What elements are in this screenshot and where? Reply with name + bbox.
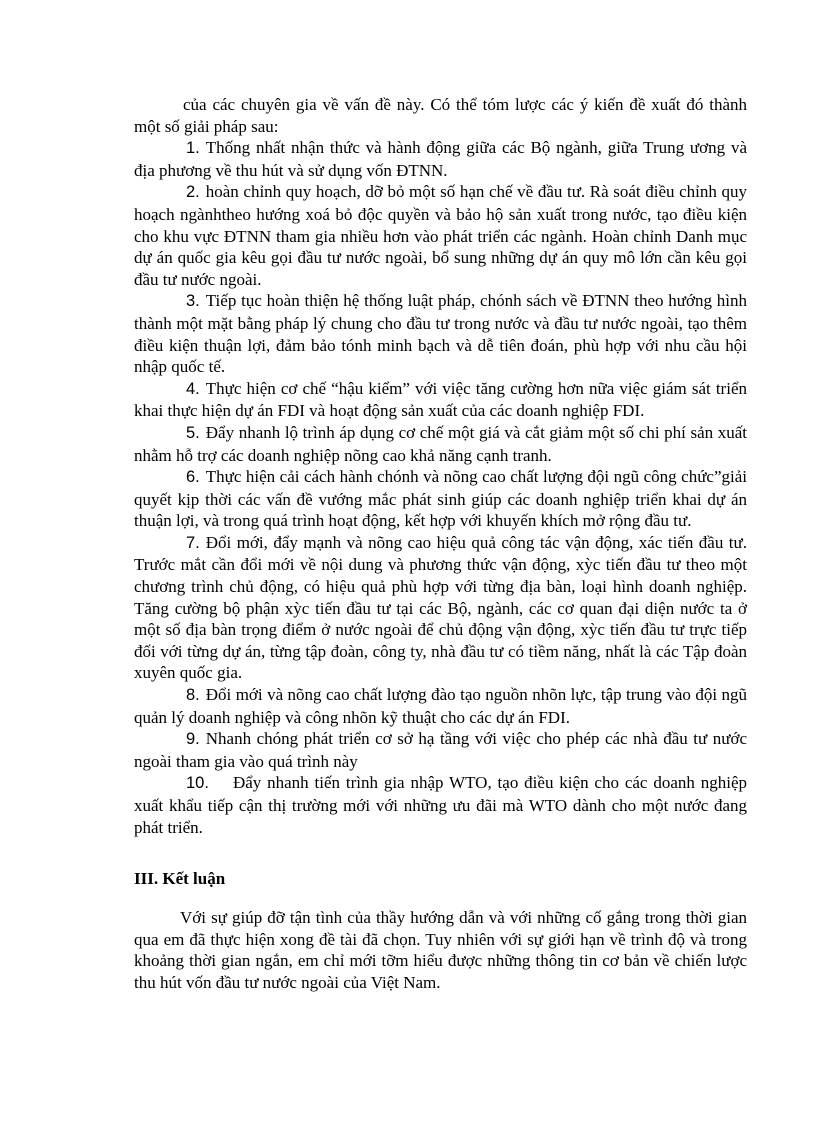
solution-list [134, 137, 747, 838]
conclusion-paragraph: Với sự giúp đỡ tận tình của thầy hướng dẫn và với những cố gắng trong thời gian qua em đã thực hiện xong đề tài đã chọn. Tuy nhiên với sự giới hạn về trình độ và trong khoảng thời gian ngắn, em chỉ mới tỡm hiểu được những thông tin cơ bản về chiến lược thu hút vốn đầu tư nước ngoài của Việt Nam. [134, 908, 747, 992]
item-number: 4. [186, 379, 200, 398]
list-item [134, 728, 747, 772]
list-item [134, 532, 747, 684]
item-text: Thực hiện cơ chế “hậu kiểm” với việc tăng cường hơn nữa việc giám sát triển khai thực hiện dự án FDI và hoạt động sản xuất của các doanh nghiệp FDI. [134, 378, 747, 421]
item-number: 5. [186, 423, 200, 442]
intro-paragraph: của các chuyên gia về vấn đề này. Có thể tóm lược các ý kiến đề xuất đó thành một số giải pháp sau: [134, 95, 747, 136]
conclusion-heading: III. Kết luận [134, 869, 226, 889]
list-item [134, 422, 747, 466]
item-text: Thống nhất nhận thức và hành động giữa các Bộ ngành, giữa Trung ương và địa phương về thu hút và sử dụng vốn ĐTNN. [134, 138, 747, 180]
list-item [134, 378, 747, 422]
list-item [134, 772, 747, 838]
list-item [134, 137, 747, 181]
item-number: 6. [186, 468, 200, 487]
item-text: Đổi mới và nõng cao chất lượng đào tạo nguồn nhõn lực, tập trung vào đội ngũ quản lý doanh nghiệp và công nhõn kỹ thuật cho các dự án FDI. [134, 685, 747, 727]
list-item [134, 684, 747, 728]
item-text: Thực hiện cải cách hành chónh và nõng cao chất lượng đội ngũ công chức”giải quyết kịp thời các vấn đề vướng mắc phát sinh giúp các doanh nghiệp triển khai dự án thuận lợi, và trong quá trình hoạt động, kết hợp với khuyến khích mở rộng đầu tư. [134, 467, 747, 531]
item-number: 7. [186, 533, 200, 552]
list-item [134, 181, 747, 290]
list-item [134, 290, 747, 377]
item-text: Đẩy nhanh lộ trình áp dụng cơ chế một giá và cắt giảm một số chi phí sản xuất nhằm hỗ trợ các doanh nghiệp nõng cao khả năng cạnh tranh. [134, 422, 747, 465]
item-number: 10. [186, 774, 209, 793]
item-number: 3. [186, 292, 200, 311]
item-number: 8. [186, 686, 200, 705]
list-item [134, 466, 747, 532]
item-number: 1. [186, 139, 200, 158]
item-text: Nhanh chóng phát triển cơ sở hạ tầng với việc cho phép các nhà đầu tư nước ngoài tham gia vào quá trình này [134, 729, 747, 771]
item-text: hoàn chỉnh quy hoạch, dỡ bỏ một số hạn chế về đầu tư. Rà soát điều chỉnh quy hoạch ngànhtheo hướng xoá bỏ độc quyền và bảo hộ sản xuất trong nước, tạo điều kiện cho khu vực ĐTNN tham gia nhiều hơn vào phát triển các ngành. Hoàn chỉnh Danh mục dự án quốc gia kêu gọi đầu tư nước ngoài, bổ sung những dự án quy mô lớn cần kêu gọi đầu tư nước ngoài. [134, 182, 747, 289]
item-text: Tiếp tục hoàn thiện hệ thống luật pháp, chónh sách về ĐTNN theo hướng hình thành một mặt bằng pháp lý chung cho đầu tư trong nước và đầu tư nước ngoài, tạo thêm điều kiện thuận lợi, đảm bảo tónh minh bạch và dễ tiên đoán, phù hợp với nhu cầu hội nhập quốc tế. [134, 291, 747, 377]
item-text: Đẩy nhanh tiến trình gia nhập WTO, tạo điều kiện cho các doanh nghiệp xuất khẩu tiếp cận thị trường mới với những ưu đãi mà WTO dành cho một nước đang phát triển. [134, 773, 747, 837]
item-number: 9. [186, 730, 200, 749]
item-text: Đổi mới, đẩy mạnh và nõng cao hiệu quả công tác vận động, xác tiến đầu tư. Trước mắt cần đổi mới về nội dung và phương thức vận động, xỳc tiến đầu tư theo một chương trình chủ động, có hiệu quả phù hợp với từng địa bàn, loại hình doanh nghiệp. Tăng cường bộ phận xỳc tiến đầu tư tại các Bộ, ngành, các cơ quan đại diện nước ta ở một số địa bàn trọng điểm ở nước ngoài để chủ động vận động, xỳc tiến đầu tư trực tiếp đối với từng dự án, từng tập đoàn, công ty, nhà đầu tư có tiềm năng, nhất là các Tập đoàn xuyên quốc gia. [134, 532, 747, 683]
item-number: 2. [186, 183, 200, 202]
